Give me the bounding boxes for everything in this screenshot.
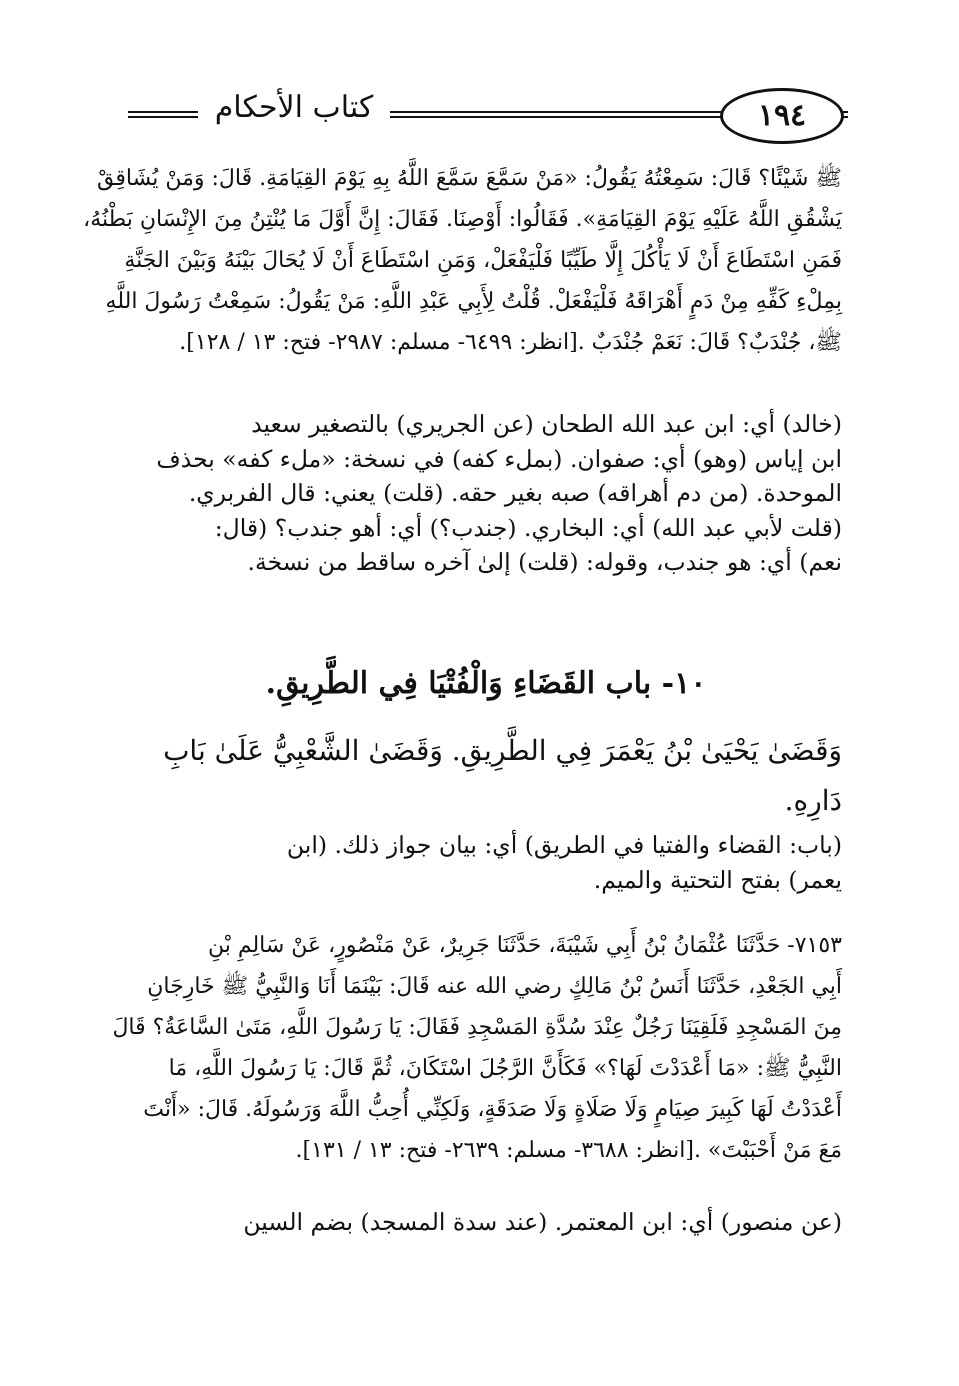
text-line: (قلت لأبي عبد الله) أي: البخاري. (جندب؟) أي: أهو جندب؟ (قال: [214, 513, 842, 542]
text-line: مَعَ مَنْ أَحْبَبْتَ» .[انظر: ٣٦٨٨- مسلم: ٢٦٣٩- فتح: ١٣ / ١٣١]. [295, 1138, 842, 1163]
text-line: ٧١٥٣- حَدَّثَنَا عُثْمَانُ بْنُ أَبِي شَيْبَةَ، حَدَّثَنَا جَرِيرٌ، عَنْ مَنْصُورٍ، عَنْ سَالِمِ بْنِ [207, 933, 842, 958]
text-line: أَعْدَدْتُ لَهَا كَبِيرَ صِيَامٍ وَلَا صَلَاةٍ وَلَا صَدَقَةٍ، وَلَكِنِّي أُحِبُّ اللَّهَ وَرَسُولَهُ. قَالَ: «أَنْتَ [143, 1097, 842, 1122]
text-line: (خالد) أي: ابن عبد الله الطحان (عن الجريري) بالتصغير سعيد [251, 410, 842, 438]
text-line: وَقَضَىٰ يَحْيَىٰ بْنُ يَعْمَرَ فِي الطَّرِيقِ. وَقَضَىٰ الشَّعْبِيُّ عَلَىٰ بَابِ [163, 734, 842, 767]
chapter-title: ١٠- باب القَضَاءِ وَالْفُتْيَا فِي الطَّرِيقِ. [265, 666, 707, 701]
chapter-text [130, 726, 842, 826]
text-line: (باب: القضاء والفتيا في الطريق) أي: بيان جواز ذلك. (ابن [286, 831, 842, 859]
header-rule-left [128, 111, 198, 118]
text-line: ﷺ، جُنْدَبٌ؟ قَالَ: نَعَمْ جُنْدَبٌ .[انظر: ٦٤٩٩- مسلم: ٢٩٨٧- فتح: ١٣ / ١٢٨]. [179, 330, 842, 355]
text-line: نعم) أي: هو جندب، وقوله: (قلت) إلىٰ آخره ساقط من نسخة. [247, 548, 842, 577]
commentary-1 [130, 407, 842, 580]
text-line: مِنَ المَسْجِدِ فَلَقِيَنَا رَجُلٌ عِنْدَ سُدَّةِ المَسْجِدِ فَقَالَ: يَا رَسُولَ اللَّهِ، مَتَىٰ السَّاعَةُ؟ قَالَ [112, 1015, 842, 1040]
text-line: يعمر) بفتح التحتية والميم. [593, 865, 842, 894]
text-line: (عن منصور) أي: ابن المعتمر. (عند سدة المسجد) بضم السين [243, 1208, 842, 1236]
text-line: ﷺ شَيْئًا؟ قَالَ: سَمِعْتُهُ يَقُولُ: «مَنْ سَمَّعَ سَمَّعَ اللَّهُ بِهِ يَوْمَ القِيَامَةِ. قَالَ: وَمَنْ يُشَاقِقْ [97, 166, 842, 191]
commentary-3 [130, 1205, 842, 1240]
text-line: يَشْقُقِ اللَّهُ عَلَيْهِ يَوْمَ القِيَامَةِ». فَقَالُوا: أَوْصِنَا. فَقَالَ: إِنَّ أَوَّلَ مَا يُنْتِنُ مِنَ الإِنْسَانِ بَطْنُهُ، [83, 207, 842, 232]
text-line: دَارِهِ. [784, 784, 842, 817]
commentary-2 [130, 828, 842, 897]
text-line: فَمَنِ اسْتَطَاعَ أَنْ لَا يَأْكُلَ إِلَّا طَيِّبًا فَلْيَفْعَلْ، وَمَنِ اسْتَطَاعَ أَنْ لَا يُحَالَ بَيْنَهُ وَبَيْنَ الجَنَّةِ [124, 248, 842, 273]
text-line: بِمِلْءِ كَفِّهِ مِنْ دَمٍ أَهْرَاقَهُ فَلْيَفْعَلْ. قُلْتُ لِأَبِي عَبْدِ اللَّهِ: مَنْ يَقُولُ: سَمِعْتُ رَسُولَ اللَّهِ [105, 289, 842, 314]
running-header [128, 86, 840, 146]
page-number: ١٩٤ [720, 88, 844, 144]
text-line: ابن إياس (وهو) أي: صفوان. (بملء كفه) في نسخة: «ملء كفه» بحذف [156, 444, 842, 473]
text-line: النَّبِيُّ ﷺ: «مَا أَعْدَدْتَ لَهَا؟» فَكَأَنَّ الرَّجُلَ اسْتَكَانَ، ثُمَّ قَالَ: يَا رَسُولَ اللَّهِ، مَا [168, 1056, 842, 1081]
hadith-text-1 [83, 158, 842, 363]
header-title: كتاب الأحكام [214, 90, 374, 125]
text-line: الموحدة. (من دم أهراقه) صبه بغير حقه. (قلت) يعني: قال الفربري. [188, 479, 842, 508]
text-line: أَبِي الجَعْدِ، حَدَّثَنَا أَنَسُ بْنُ مَالِكٍ رضي الله عنه قَالَ: بَيْنَمَا أَنَا وَالنَّبِيُّ ﷺ خَارِجَانِ [147, 974, 842, 999]
hadith-text-2 [112, 925, 842, 1171]
